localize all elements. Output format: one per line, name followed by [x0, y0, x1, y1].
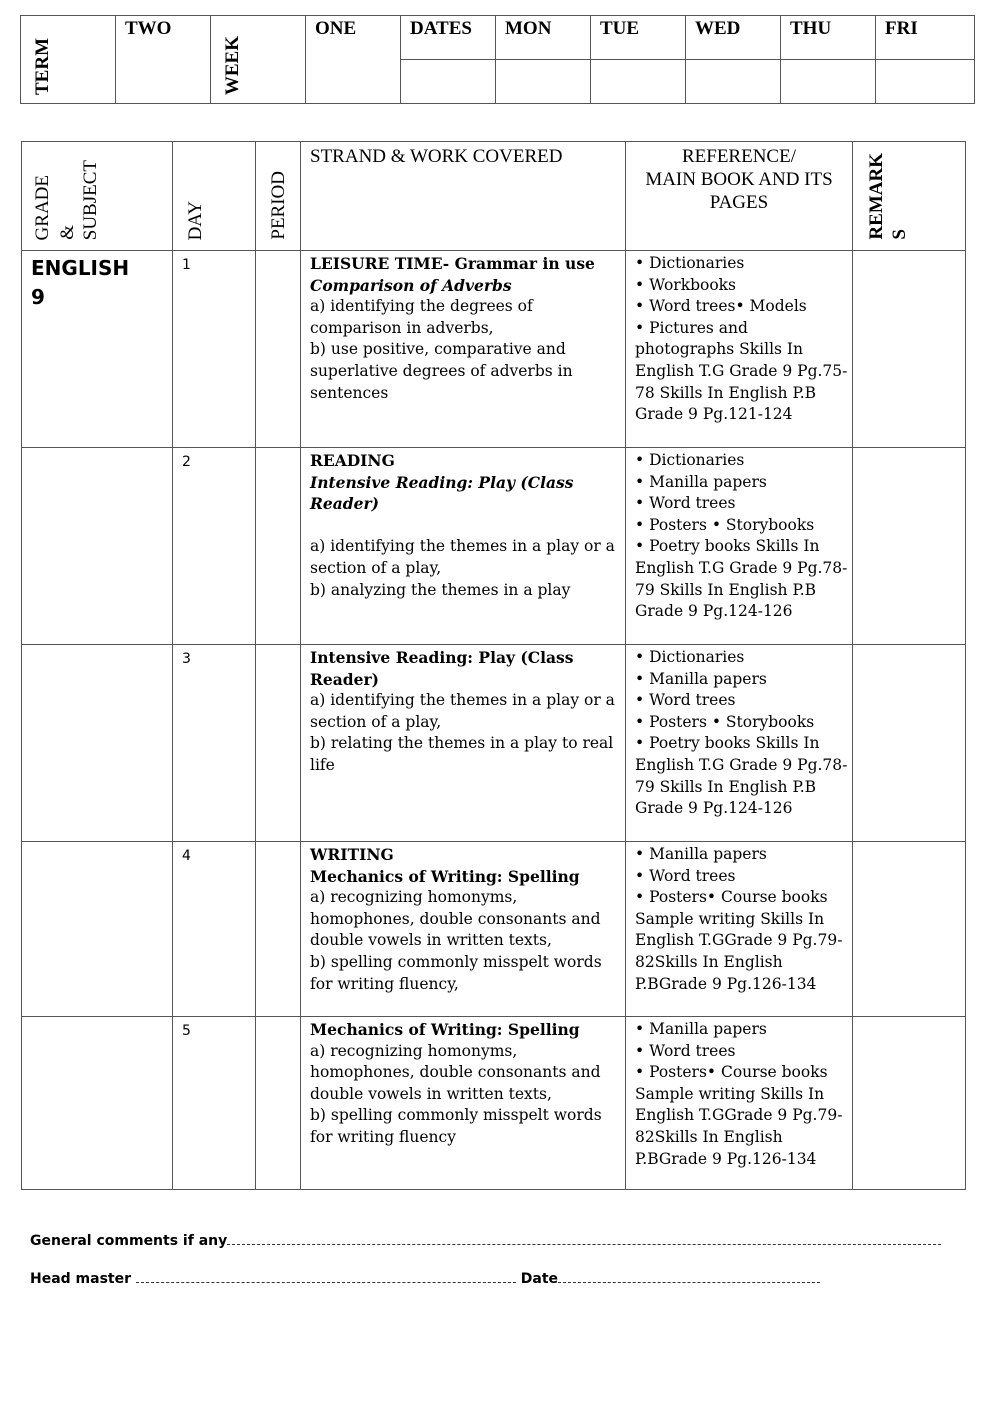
reference-line: P.BGrade 9 Pg.126-134: [635, 974, 817, 993]
strand-title: READING: [310, 451, 395, 470]
table-row: [22, 251, 966, 448]
work-covered-cell: [301, 842, 626, 1017]
date-cell-tue[interactable]: [591, 60, 686, 104]
week-label: WEEK: [222, 35, 243, 95]
grade-subject-cell: [22, 251, 173, 448]
term-week-table: [20, 15, 975, 104]
reference-line: photographs Skills In: [635, 340, 804, 359]
work-line: a) recognizing homonyms,: [310, 1041, 518, 1060]
week-label-cell: [211, 16, 306, 104]
strand-title: Intensive Reading: Play (Class: [310, 648, 574, 667]
reference-line: • Manilla papers: [635, 472, 767, 491]
reference-line: • Word trees: [635, 1041, 736, 1060]
dates-label: DATES: [410, 18, 472, 39]
reference-header-line1: REFERENCE/: [681, 146, 796, 167]
period-header: [256, 142, 301, 251]
reference-line: • Dictionaries: [635, 648, 745, 666]
headmaster-label: Head master: [30, 1271, 132, 1287]
period-cell[interactable]: [256, 448, 301, 645]
reference-line: • Word trees: [635, 494, 736, 513]
reference-line: English T.G Grade 9 Pg.78-: [635, 558, 848, 577]
reference-line: • Posters • Storybooks: [635, 712, 815, 731]
reference-line: 82Skills In English: [635, 1127, 783, 1146]
date-field[interactable]: [558, 1269, 820, 1283]
reference-line: • Manilla papers: [635, 845, 767, 863]
reference-line: English T.G Grade 9 Pg.78-: [635, 755, 848, 774]
reference-line: • Word trees: [635, 866, 736, 885]
strand-title: Mechanics of Writing: Spelling: [310, 1020, 580, 1039]
reference-line: 79 Skills In English P.B: [635, 580, 817, 599]
work-line: double vowels in written texts,: [310, 1084, 552, 1103]
remarks-header-line2: S: [889, 229, 910, 240]
strand-title: WRITING: [310, 845, 394, 864]
day-cell: 5: [173, 1017, 256, 1190]
day-header-thu: [781, 16, 876, 60]
reference-line: Sample writing Skills In: [635, 909, 825, 928]
term-value-cell: [116, 16, 211, 104]
reference-line: • Posters • Storybooks: [635, 515, 815, 534]
reference-line: • Manilla papers: [635, 669, 767, 688]
grade-header-line3: SUBJECT: [80, 159, 101, 240]
reference-line: • Poetry books Skills In: [635, 537, 820, 556]
work-covered-cell: [301, 645, 626, 842]
remarks-cell[interactable]: [853, 1017, 966, 1190]
headmaster-line: [30, 1269, 820, 1287]
reference-line: English T.GGrade 9 Pg.79-: [635, 931, 843, 950]
strand-title: Reader): [310, 669, 379, 689]
day-label: THU: [790, 18, 832, 39]
work-line: comparison in adverbs,: [310, 318, 494, 337]
reference-line: • Pictures and: [635, 318, 748, 337]
reference-cell: [626, 251, 853, 448]
day-cell: 1: [173, 251, 256, 448]
reference-cell: [626, 842, 853, 1017]
grade-subject-line2: 9: [31, 285, 45, 309]
reference-line: • Posters• Course books: [635, 888, 828, 907]
reference-line: Grade 9 Pg.121-124: [635, 405, 793, 424]
period-header-text: PERIOD: [268, 171, 289, 240]
reference-line: P.BGrade 9 Pg.126-134: [635, 1149, 817, 1168]
strand-header-text: STRAND & WORK COVERED: [310, 146, 563, 167]
header-row: [22, 142, 966, 251]
table-row: [22, 645, 966, 842]
grade-subject-line1: ENGLISH: [31, 256, 130, 280]
date-cell-wed[interactable]: [686, 60, 781, 104]
work-line: b) spelling commonly misspelt words: [310, 952, 602, 971]
reference-line: 79 Skills In English P.B: [635, 777, 817, 796]
day-label: TUE: [600, 18, 640, 39]
work-line: b) spelling commonly misspelt words: [310, 1106, 602, 1125]
work-line: sentences: [310, 383, 389, 402]
reference-header: [626, 142, 853, 251]
reference-line: English T.G Grade 9 Pg.75-: [635, 361, 848, 380]
term-label-cell: [21, 16, 116, 104]
grade-subject-cell: [22, 645, 173, 842]
term-label: TERM: [32, 38, 53, 95]
table-row: [22, 448, 966, 645]
work-line: section of a play,: [310, 712, 442, 731]
work-line: for writing fluency,: [310, 974, 459, 993]
period-cell[interactable]: [256, 251, 301, 448]
day-cell: 4: [173, 842, 256, 1017]
day-header-tue: [591, 16, 686, 60]
day-header-fri: [876, 16, 975, 60]
sub-strand-title: Mechanics of Writing: Spelling: [310, 866, 580, 886]
general-comments-field[interactable]: [227, 1231, 941, 1245]
period-cell[interactable]: [256, 842, 301, 1017]
general-comments-label: General comments if any: [30, 1233, 228, 1249]
date-label: Date: [520, 1271, 559, 1287]
term-value: TWO: [125, 18, 172, 39]
day-header-wed: [686, 16, 781, 60]
remarks-cell[interactable]: [853, 448, 966, 645]
reference-line: Sample writing Skills In: [635, 1084, 825, 1103]
reference-cell: [626, 1017, 853, 1190]
reference-line: Grade 9 Pg.124-126: [635, 799, 793, 818]
work-covered-cell: [301, 1017, 626, 1190]
sub-strand-title: Intensive Reading: Play (Class: [310, 472, 574, 492]
remarks-header-line1: REMARK: [866, 153, 887, 240]
reference-line: • Workbooks: [635, 275, 737, 294]
work-line: section of a play,: [310, 558, 442, 577]
day-label: MON: [505, 18, 552, 39]
reference-cell: [626, 645, 853, 842]
work-covered-cell: [301, 448, 626, 645]
day-cell: 2: [173, 448, 256, 645]
grade-subject-header: [22, 142, 173, 251]
scheme-of-work-table: [21, 141, 966, 1190]
remarks-cell[interactable]: [853, 645, 966, 842]
general-comments-line: [30, 1231, 941, 1249]
work-line: homophones, double consonants and: [310, 909, 601, 928]
week-value-cell: [306, 16, 401, 104]
work-line: a) identifying the themes in a play or a: [310, 537, 615, 556]
reference-line: • Word trees• Models: [635, 297, 807, 316]
work-line: b) relating the themes in a play to real: [310, 734, 614, 753]
work-line: a) identifying the themes in a play or a: [310, 691, 615, 710]
reference-line: • Poetry books Skills In: [635, 734, 820, 753]
reference-line: • Dictionaries: [635, 254, 745, 272]
day-label: WED: [695, 18, 741, 39]
work-line: superlative degrees of adverbs in: [310, 361, 573, 380]
strand-title: LEISURE TIME- Grammar in use: [310, 254, 595, 273]
reference-header-text: [626, 142, 852, 214]
day-label: FRI: [885, 18, 918, 39]
reference-line: English T.GGrade 9 Pg.79-: [635, 1106, 843, 1125]
table-row: [22, 1017, 966, 1190]
grade-header-line1: GRADE: [32, 174, 53, 240]
reference-line: • Manilla papers: [635, 1020, 767, 1038]
date-cell-mon[interactable]: [496, 60, 591, 104]
reference-line: • Word trees: [635, 691, 736, 710]
work-line: homophones, double consonants and: [310, 1063, 601, 1082]
grade-header-line2: &: [57, 225, 78, 240]
reference-line: 78 Skills In English P.B: [635, 383, 817, 402]
reference-line: Grade 9 Pg.124-126: [635, 602, 793, 621]
work-covered-cell: [301, 251, 626, 448]
grade-subject-cell: [22, 1017, 173, 1190]
work-line: b) use positive, comparative and: [310, 340, 566, 359]
strand-header: [301, 142, 626, 251]
blank-line: [310, 515, 619, 537]
period-cell[interactable]: [256, 645, 301, 842]
sub-strand-title: Reader): [310, 494, 379, 514]
dates-label-cell: [401, 16, 496, 60]
day-header: [173, 142, 256, 251]
day-cell: 3: [173, 645, 256, 842]
period-cell[interactable]: [256, 1017, 301, 1190]
date-cell-thu[interactable]: [781, 60, 876, 104]
work-line: double vowels in written texts,: [310, 931, 552, 950]
reference-header-line2: MAIN BOOK AND ITS: [645, 169, 833, 190]
work-line: a) recognizing homonyms,: [310, 888, 518, 907]
day-header-mon: [496, 16, 591, 60]
work-line: life: [310, 755, 335, 774]
date-cell-fri[interactable]: [876, 60, 975, 104]
reference-line: • Posters• Course books: [635, 1063, 828, 1082]
reference-line: • Dictionaries: [635, 451, 745, 469]
table-row: [22, 842, 966, 1017]
headmaster-field[interactable]: [136, 1269, 516, 1283]
reference-cell: [626, 448, 853, 645]
day-header-text: DAY: [185, 200, 206, 240]
reference-header-line3: PAGES: [709, 192, 769, 213]
remarks-cell[interactable]: [853, 251, 966, 448]
dates-blank-cell: [401, 60, 496, 104]
sub-strand-title: Comparison of Adverbs: [310, 275, 512, 295]
week-value: ONE: [315, 18, 357, 39]
work-line: a) identifying the degrees of: [310, 297, 533, 316]
work-line: b) analyzing the themes in a play: [310, 580, 571, 599]
remarks-header: [853, 142, 966, 251]
work-line: for writing fluency: [310, 1127, 456, 1146]
grade-subject-cell: [22, 842, 173, 1017]
grade-subject-cell: [22, 448, 173, 645]
reference-line: 82Skills In English: [635, 952, 783, 971]
remarks-cell[interactable]: [853, 842, 966, 1017]
